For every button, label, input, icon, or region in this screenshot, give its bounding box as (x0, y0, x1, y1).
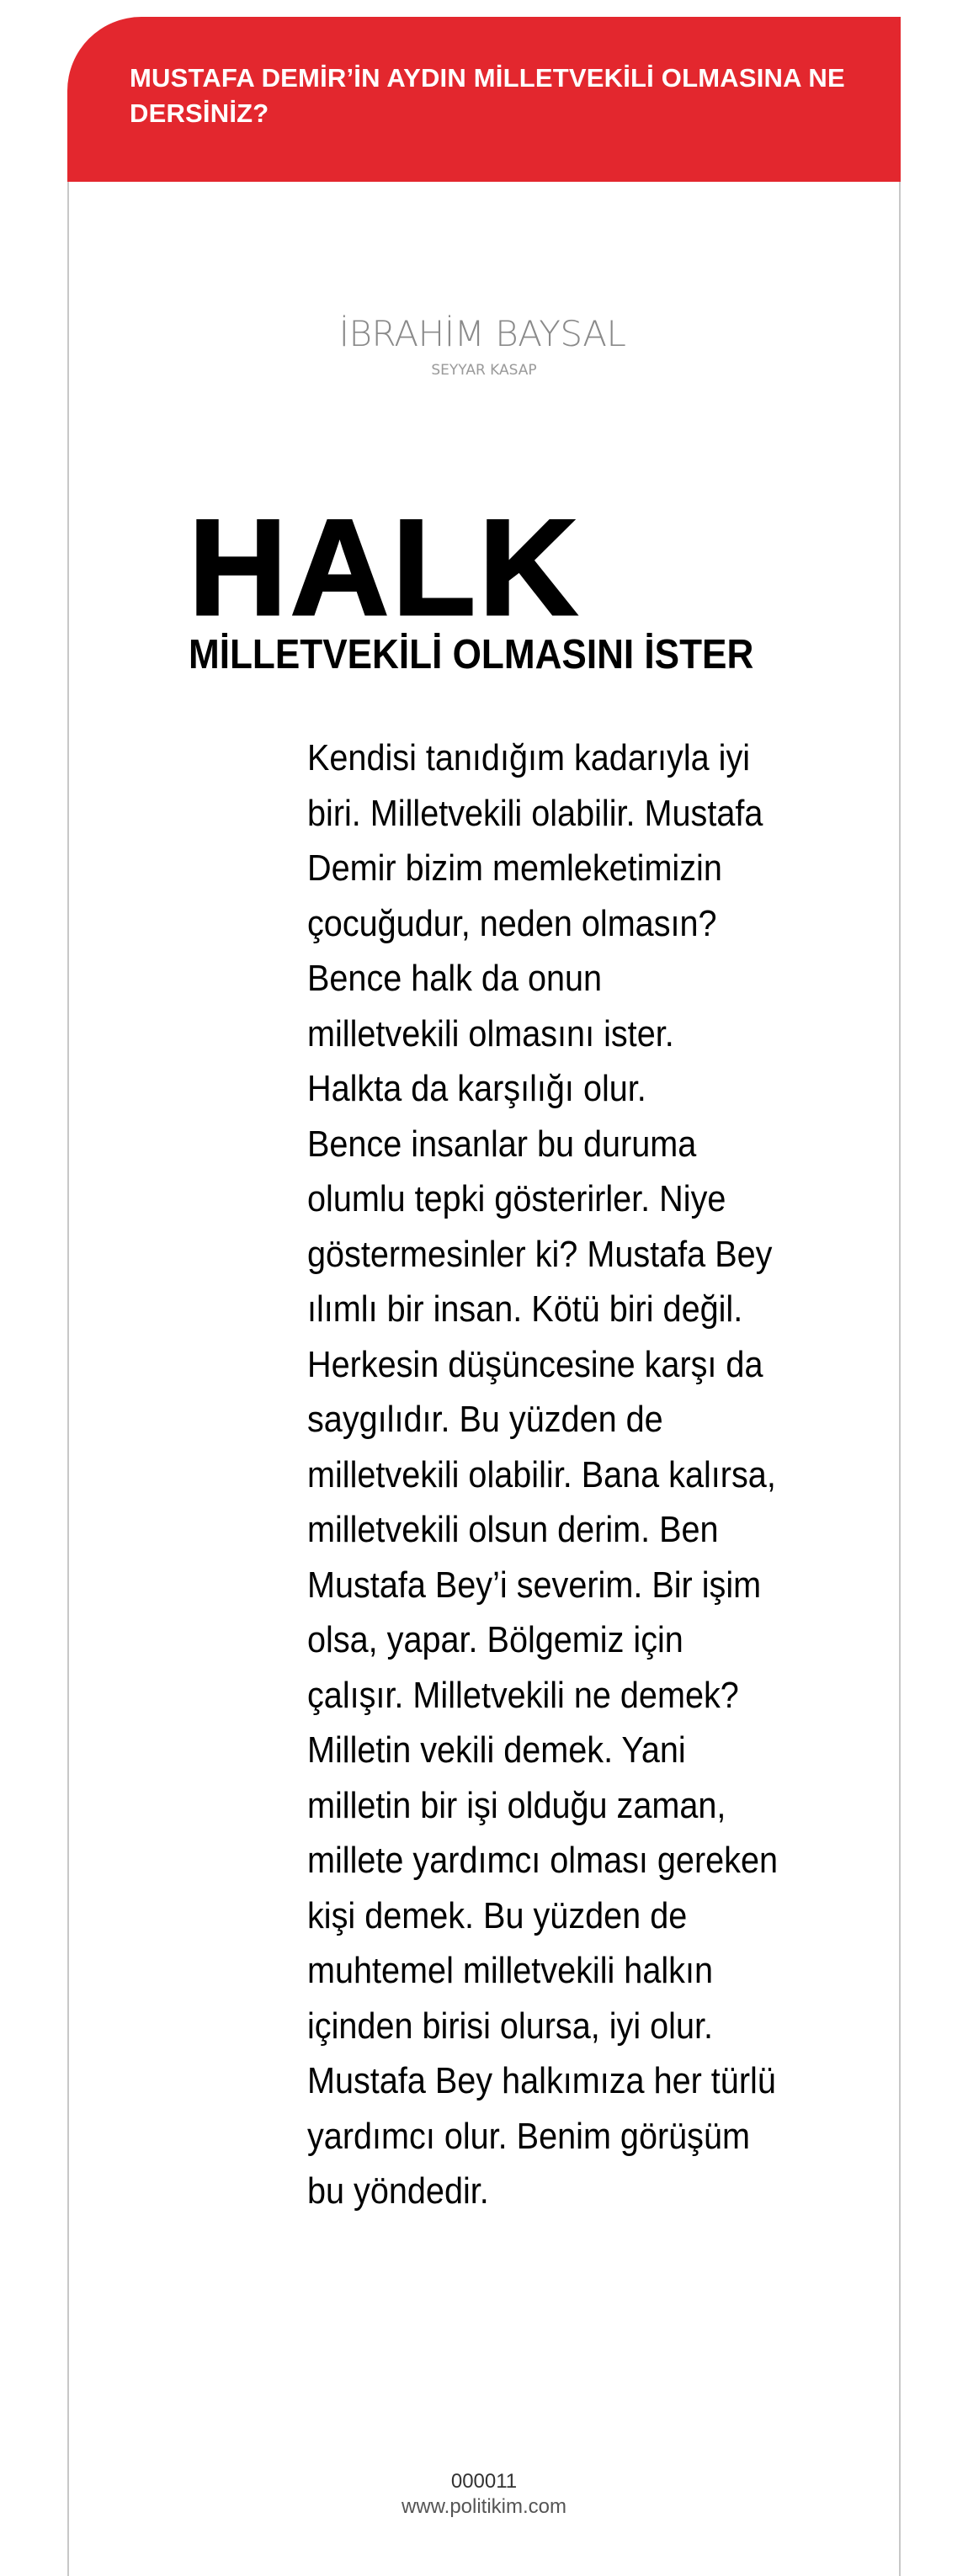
body-line: olumlu tepki gösterirler. Niye (307, 1178, 726, 1219)
body-line: Demir bizim memleketimizin (307, 847, 722, 889)
body-line: ılımlı bir insan. Kötü biri değil. (307, 1288, 743, 1330)
body-line: Mustafa Bey halkımıza her türlü (307, 2060, 776, 2101)
body-line: muhtemel milletvekili halkın (307, 1950, 713, 1991)
body-line: Bence halk da onun (307, 958, 603, 999)
body-line: Halkta da karşılığı olur. (307, 1068, 646, 1109)
body-line: milletvekili olsun derim. Ben (307, 1509, 719, 1550)
body-line: olsa, yapar. Bölgemiz için (307, 1619, 683, 1660)
body-line: saygılıdır. Bu yüzden de (307, 1399, 663, 1440)
body-line: Mustafa Bey’i severim. Bir işim (307, 1564, 762, 1606)
header-title: MUSTAFA DEMİR’İN AYDIN MİLLETVEKİLİ OLMASINA NE DERSİNİZ? (130, 63, 845, 128)
body-line: Kendisi tanıdığım kadarıyla iyi (307, 737, 751, 778)
left-border-line (67, 182, 69, 2576)
footer-code: 000011 (450, 2470, 518, 2493)
body-line: göstermesinler ki? Mustafa Bey (307, 1233, 773, 1275)
body-line: kişi demek. Bu yüzden de (307, 1894, 688, 1936)
body-line: yardımcı olur. Benim görüşüm (307, 2115, 751, 2157)
author-name: İBRAHİM BAYSAL (338, 313, 626, 354)
body-line: çalışır. Milletvekili ne demek? (307, 1674, 739, 1716)
body-line: millete yardımcı olması gereken (307, 1840, 779, 1881)
footer (0, 2469, 968, 2520)
body-line: Herkesin düşüncesine karşı da (307, 1343, 763, 1385)
header-banner (67, 17, 901, 182)
body-line: Milletin vekili demek. Yani (307, 1729, 686, 1771)
body-line: Bence insanlar bu duruma (307, 1123, 697, 1165)
body-line: milletin bir işi olduğu zaman, (307, 1784, 726, 1826)
right-border-line (899, 182, 901, 2576)
body-line: bu yöndedir. (307, 2170, 489, 2212)
body-line: çocuğudur, neden olmasın? (307, 902, 717, 944)
author-role: SEYYAR KASAP (431, 362, 537, 379)
article-body (307, 730, 804, 2219)
body-line: biri. Milletvekili olabilir. Mustafa (307, 792, 763, 834)
body-line: içinden birisi olursa, iyi olur. (307, 2005, 714, 2047)
footer-site-link[interactable]: www.politikim.com (401, 2495, 567, 2518)
body-line: milletvekili olabilir. Bana kalırsa, (307, 1453, 776, 1495)
headline-sub: MİLLETVEKİLİ OLMASINI İSTER (189, 632, 754, 677)
body-line: milletvekili olmasını ister. (307, 1012, 674, 1054)
headline-big: HALK (189, 491, 581, 644)
